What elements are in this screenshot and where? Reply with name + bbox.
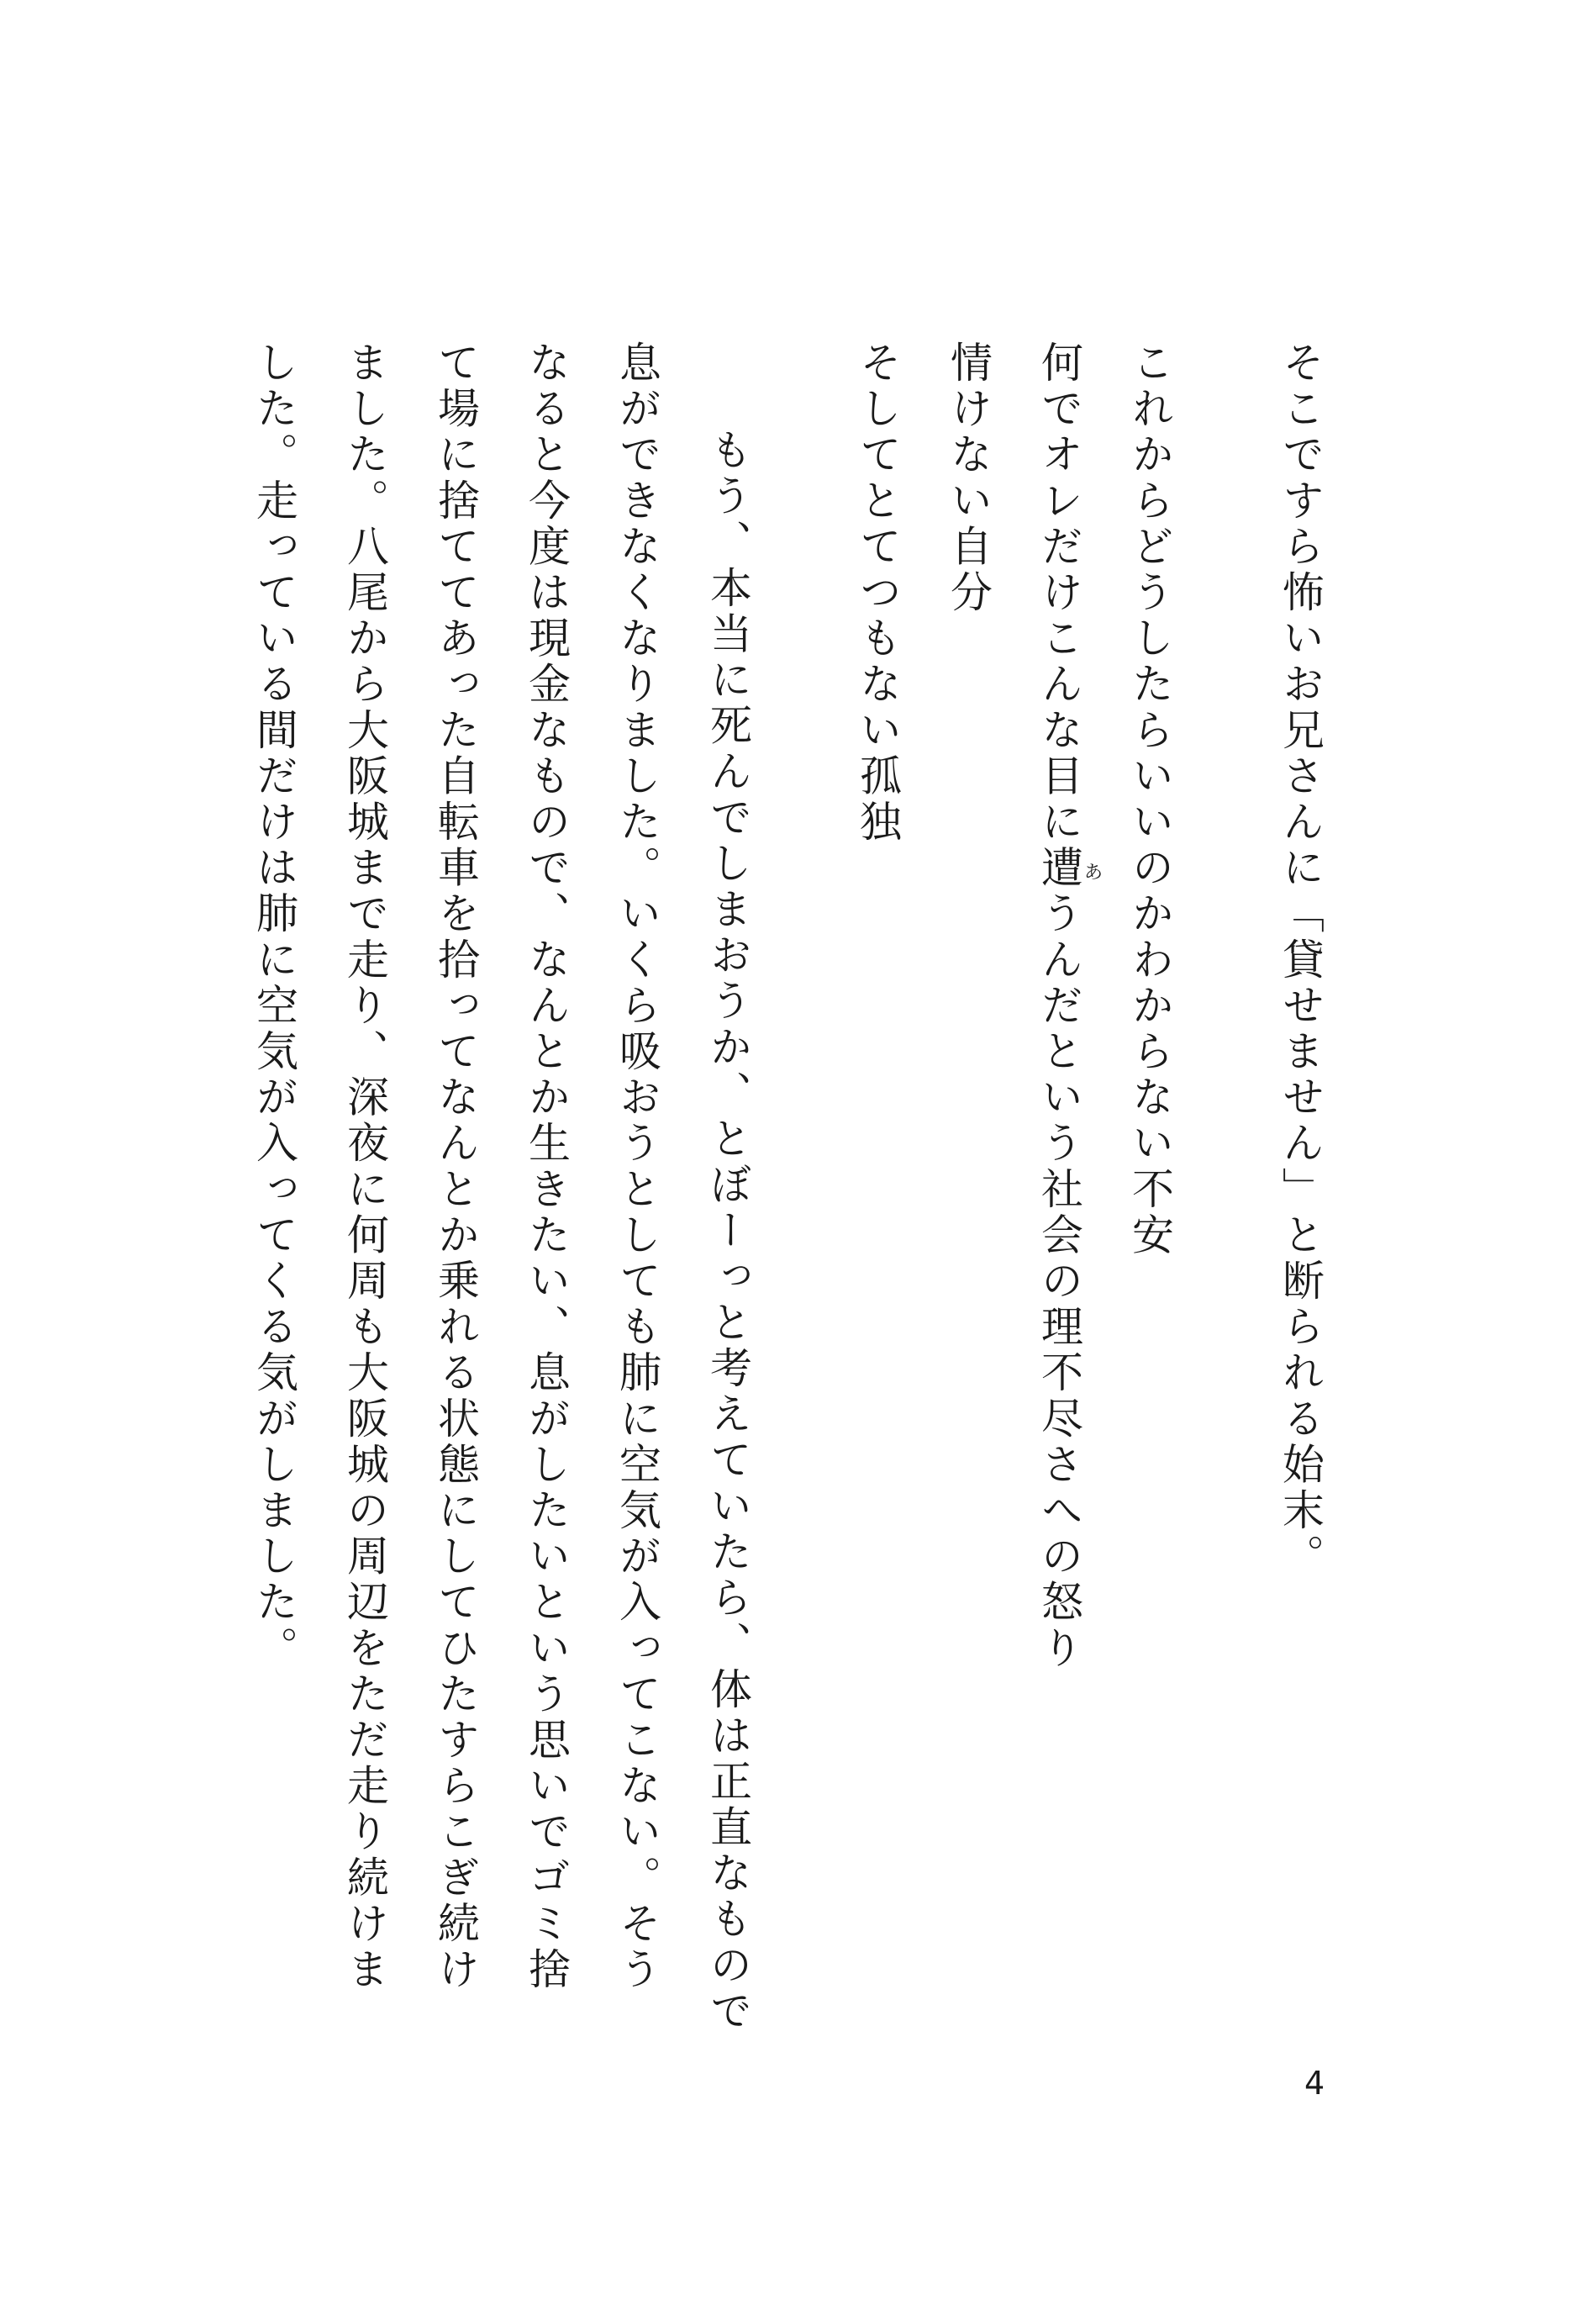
text-line-8: なると今度は現金なもので、なんとか生きたい、息がしたいという思いでゴミ捨: [522, 340, 571, 1993]
text-line-11: した。走っている間だけは肺に空気が入ってくる気がしました。: [250, 340, 298, 1672]
text-line-7: 息ができなくなりました。いくら吸おうとしても肺に空気が入ってこない。そう: [613, 340, 661, 1993]
text-line-6: もう、本当に死んでしまおうか、とぼーっと考えていたら、体は正直なもので: [703, 428, 752, 2034]
text-line-2: これからどうしたらいいのかわからない不安: [1125, 340, 1174, 1258]
text-line-4: 情けない自分: [944, 340, 993, 616]
text-line-10: ました。八尾から大阪城まで走り、深夜に何周も大阪城の周辺をただ走り続けま: [340, 340, 389, 1993]
text-line-5: そしてとてつもない孤独: [853, 340, 902, 846]
text-line-3: 何でオレだけこんな目に遭うんだという社会の理不尽さへの怒り: [1035, 340, 1083, 1672]
text-line-9: て場に捨ててあった自転車を拾ってなんとか乗れる状態にしてひたすらこぎ続け: [431, 340, 480, 1993]
text-line-1: そこですら怖いお兄さんに「貸せません」と断られる始末。: [1276, 340, 1325, 1580]
page-number: 4: [1304, 2065, 1325, 2102]
ruby-annotation: あ: [1084, 863, 1104, 884]
